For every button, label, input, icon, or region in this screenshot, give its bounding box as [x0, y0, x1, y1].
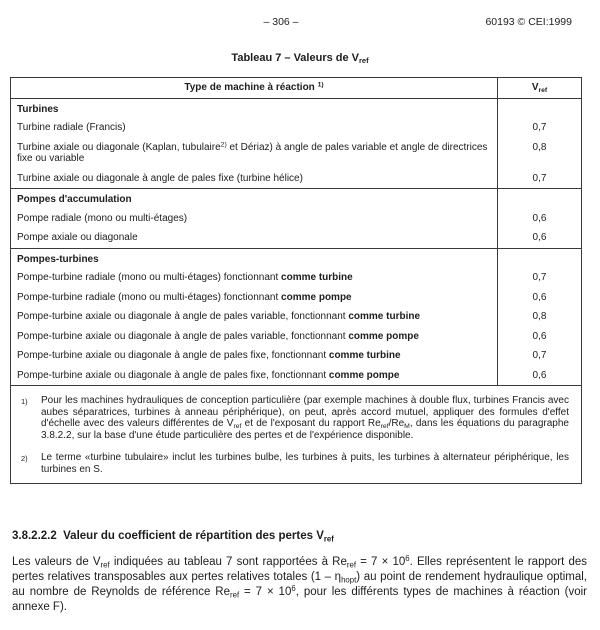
- table-header-row: [11, 78, 582, 99]
- footnote-1: [19, 395, 569, 441]
- table-title: Tableau 7 – Valeurs de $V_{ref}$: [231, 52, 369, 66]
- section-header-row: [11, 189, 582, 209]
- vref-table: [10, 77, 582, 484]
- footnote-marker: 2): [21, 454, 28, 463]
- footnote-marker: 1): [21, 397, 28, 406]
- vref-value-cell: 0,6: [532, 232, 547, 243]
- section-pompes-accumulation: [11, 189, 582, 249]
- page-number: – 306 –: [263, 16, 299, 28]
- vref-value-cell: 0,8: [532, 311, 547, 322]
- vref-value-cell: 0,6: [532, 330, 547, 342]
- footnote-text: Le terme «turbine tubulaire» inclut les turbines bulbe, les turbines à puits, les turbines à alternateur périphérique, les turbines en S.: [41, 452, 569, 475]
- table-row: [11, 138, 582, 169]
- vref-value-cell: 0,7: [532, 122, 547, 133]
- table-row: [11, 268, 582, 288]
- section-header-row: [11, 98, 582, 118]
- machine-type-cell: Pompe-turbine axiale ou diagonale à angle de pales variable, fonctionnant comme pompe: [11, 327, 498, 347]
- section-turbines: [11, 98, 582, 189]
- table-row: [11, 307, 582, 327]
- table-row: [11, 209, 582, 229]
- vref-value-cell: 0,7: [532, 272, 547, 283]
- vref-value-cell: 0,6: [532, 291, 547, 303]
- vref-value-cell: 0,6: [532, 212, 547, 224]
- table-footnotes: [11, 386, 582, 484]
- table-row: [11, 169, 582, 189]
- machine-type-cell: Turbine axiale ou diagonale (Kaplan, tubulaire$^{2)}$ et Dériaz) à angle de pales variable et angle de directrices fixe ou variable: [11, 138, 498, 169]
- machine-type-cell: Turbine axiale ou diagonale à angle de pales fixe (turbine hélice): [11, 169, 498, 189]
- doc-reference: 60193 © CEI:1999: [485, 16, 572, 28]
- body-paragraph: Les valeurs de $V_{ref}$ indiquées au tableau 7 sont rapportées à $Re_{ref} = 7 \times 10^6$. Elles représentent le rapport des pertes relatives transposables aux pertes relatives totales $(1 - \eta_{hopt})$ au point de rendement hydraulique optimal, au nombre de Reynolds de référence $Re_{ref} = 7 \times 10^6$, pour les différents types de machines à réaction (voir annexe F).: [12, 554, 587, 613]
- machine-type-cell: Pompe axiale ou diagonale: [11, 228, 498, 248]
- table-row: [11, 327, 582, 347]
- machine-type-cell: Pompe-turbine radiale (mono ou multi-étages) fonctionnant comme turbine: [11, 268, 498, 288]
- vref-value-cell: 0,7: [532, 172, 547, 184]
- machine-type-cell: Pompe-turbine axiale ou diagonale à angle de pales variable, fonctionnant comme turbine: [11, 307, 498, 327]
- section-pompes-turbines: [11, 248, 582, 386]
- table-row: [11, 366, 582, 386]
- table-row: [11, 346, 582, 366]
- table-row: [11, 288, 582, 308]
- machine-type-cell: Turbine radiale (Francis): [11, 118, 498, 138]
- vref-value-cell: 0,8: [532, 141, 547, 153]
- table-row: [11, 118, 582, 138]
- section-header-label: Pompes d'accumulation: [11, 189, 498, 209]
- machine-type-cell: Pompe-turbine axiale ou diagonale à angle de pales fixe, fonctionnant comme turbine: [11, 346, 498, 366]
- section-header-label: Turbines: [11, 98, 498, 118]
- machine-type-cell: Pompe-turbine radiale (mono ou multi-étages) fonctionnant comme pompe: [11, 288, 498, 308]
- machine-type-cell: Pompe radiale (mono ou multi-étages): [11, 209, 498, 229]
- vref-value-cell: 0,6: [532, 369, 547, 381]
- section-heading: 3.8.2.2.2 Valeur du coefficient de répartition des pertes $V_{ref}$: [12, 530, 334, 544]
- footnote-text: Pour les machines hydrauliques de conception particulière (par exemple machines à double flux, turbines Francis avec aubes séparatrices, turbines à anneau périphérique), on peut, après accord mutuel, appliquer des formules d'effet d'échelle avec des valeurs différentes de $V_{ref}$ et de l'exposant du rapport $Re_{ref}/Re_M$, dans les équations du paragraphe 3.8.2.2, sur la base d'une étude particulière des pertes et de l'expérience disponible.: [41, 395, 569, 441]
- section-header-row: [11, 248, 582, 268]
- page-header: [12, 16, 580, 29]
- column-header-vref: $V_{ref}$: [498, 78, 582, 99]
- vref-value-cell: 0,7: [532, 350, 547, 361]
- footnote-2: [19, 452, 569, 475]
- section-header-label: Pompes-turbines: [11, 248, 498, 268]
- column-header-machine-type: Type de machine à réaction $^{1)}$: [11, 78, 498, 99]
- machine-type-cell: Pompe-turbine axiale ou diagonale à angle de pales fixe, fonctionnant comme pompe: [11, 366, 498, 386]
- table-row: [11, 228, 582, 248]
